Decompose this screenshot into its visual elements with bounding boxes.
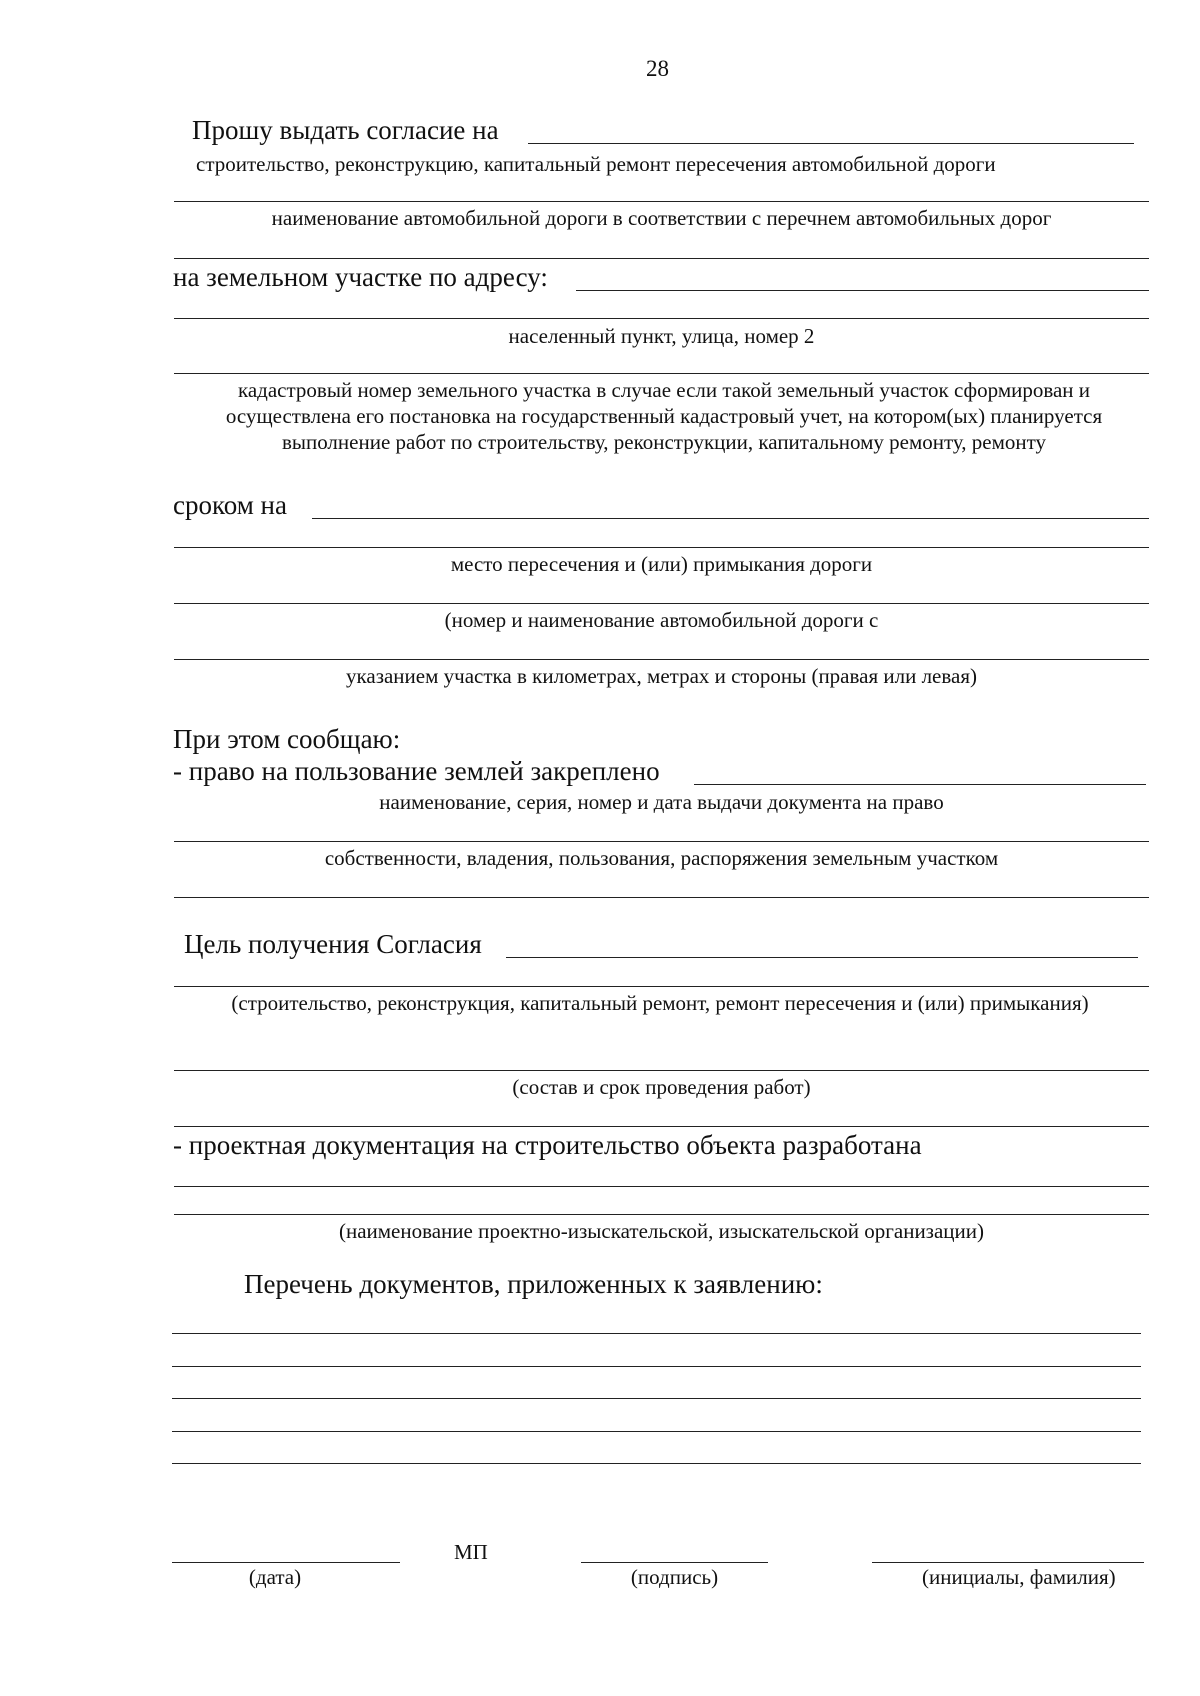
attachment-line-1[interactable] bbox=[172, 1333, 1141, 1334]
project-org-hint: (наименование проектно-изыскательской, изыскательской организации) bbox=[338, 1219, 985, 1243]
works-field[interactable] bbox=[174, 1070, 1149, 1071]
cadastral-field[interactable] bbox=[174, 373, 1149, 374]
purpose-field[interactable] bbox=[506, 957, 1138, 958]
address-field[interactable] bbox=[576, 290, 1149, 291]
section-hint: указанием участка в километрах, метрах и стороны (правая или левая) bbox=[345, 664, 977, 688]
address-field-line-2[interactable] bbox=[174, 318, 1149, 319]
request-hint: строительство, реконструкцию, капитальный ремонт пересечения автомобильной дороги bbox=[196, 152, 996, 176]
attachment-line-3[interactable] bbox=[172, 1398, 1141, 1399]
request-field[interactable] bbox=[528, 143, 1134, 144]
divider-line bbox=[174, 258, 1149, 259]
ownership-field[interactable] bbox=[174, 841, 1149, 842]
address-label: на земельном участке по адресу: bbox=[173, 262, 548, 292]
divider-line bbox=[174, 1126, 1149, 1127]
page-number: 28 bbox=[646, 56, 669, 81]
land-right-label: - право на пользование землей закреплено bbox=[173, 756, 660, 786]
road-name-field[interactable] bbox=[174, 201, 1149, 202]
cadastral-hint: кадастровый номер земельного участка в случае если такой земельный участок сформирован и осуществлена его постановка на государственный кадастровый учет, на котором(ых) планируется выполнение работ по строительству, реконструкции, капитальному ремонту, ремонту bbox=[225, 378, 1103, 454]
works-hint: (состав и срок проведения работ) bbox=[512, 1075, 811, 1099]
divider-line bbox=[174, 897, 1149, 898]
purpose-label: Цель получения Согласия bbox=[184, 929, 482, 959]
request-label: Прошу выдать согласие на bbox=[192, 115, 499, 145]
road-number-hint: (номер и наименование автомобильной дороги с bbox=[444, 608, 879, 632]
land-doc-hint: наименование, серия, номер и дата выдачи документа на право bbox=[379, 790, 944, 814]
term-field[interactable] bbox=[312, 518, 1149, 519]
attachment-line-5[interactable] bbox=[172, 1463, 1141, 1464]
crossing-place-field[interactable] bbox=[174, 547, 1149, 548]
crossing-place-hint: место пересечения и (или) примыкания дороги bbox=[450, 552, 873, 576]
address-hint: населенный пункт, улица, номер 2 bbox=[508, 324, 815, 348]
attachments-heading: Перечень документов, приложенных к заявлению: bbox=[244, 1269, 823, 1299]
land-right-field[interactable] bbox=[694, 784, 1146, 785]
stamp-label: МП bbox=[454, 1540, 488, 1564]
signature-field[interactable] bbox=[581, 1562, 768, 1563]
purpose-field-line-2[interactable] bbox=[174, 986, 1149, 987]
term-label: сроком на bbox=[173, 490, 287, 520]
name-field[interactable] bbox=[872, 1562, 1144, 1563]
road-number-field[interactable] bbox=[174, 603, 1149, 604]
date-hint: (дата) bbox=[248, 1565, 302, 1589]
project-org-field[interactable] bbox=[174, 1214, 1149, 1215]
project-label: - проектная документация на строительство объекта разработана bbox=[173, 1130, 922, 1160]
attachment-line-4[interactable] bbox=[172, 1431, 1141, 1432]
signature-hint: (подпись) bbox=[630, 1565, 719, 1589]
attachment-line-2[interactable] bbox=[172, 1366, 1141, 1367]
date-field[interactable] bbox=[172, 1562, 400, 1563]
section-field[interactable] bbox=[174, 659, 1149, 660]
name-hint: (инициалы, фамилия) bbox=[922, 1565, 1116, 1589]
project-field[interactable] bbox=[174, 1186, 1149, 1187]
purpose-hint: (строительство, реконструкция, капитальный ремонт, ремонт пересечения и (или) примыкания) bbox=[231, 991, 1089, 1015]
road-name-hint: наименование автомобильной дороги в соответствии с перечнем автомобильных дорог bbox=[271, 206, 1052, 230]
report-heading: При этом сообщаю: bbox=[173, 724, 401, 754]
ownership-hint: собственности, владения, пользования, распоряжения земельным участком bbox=[324, 846, 999, 870]
